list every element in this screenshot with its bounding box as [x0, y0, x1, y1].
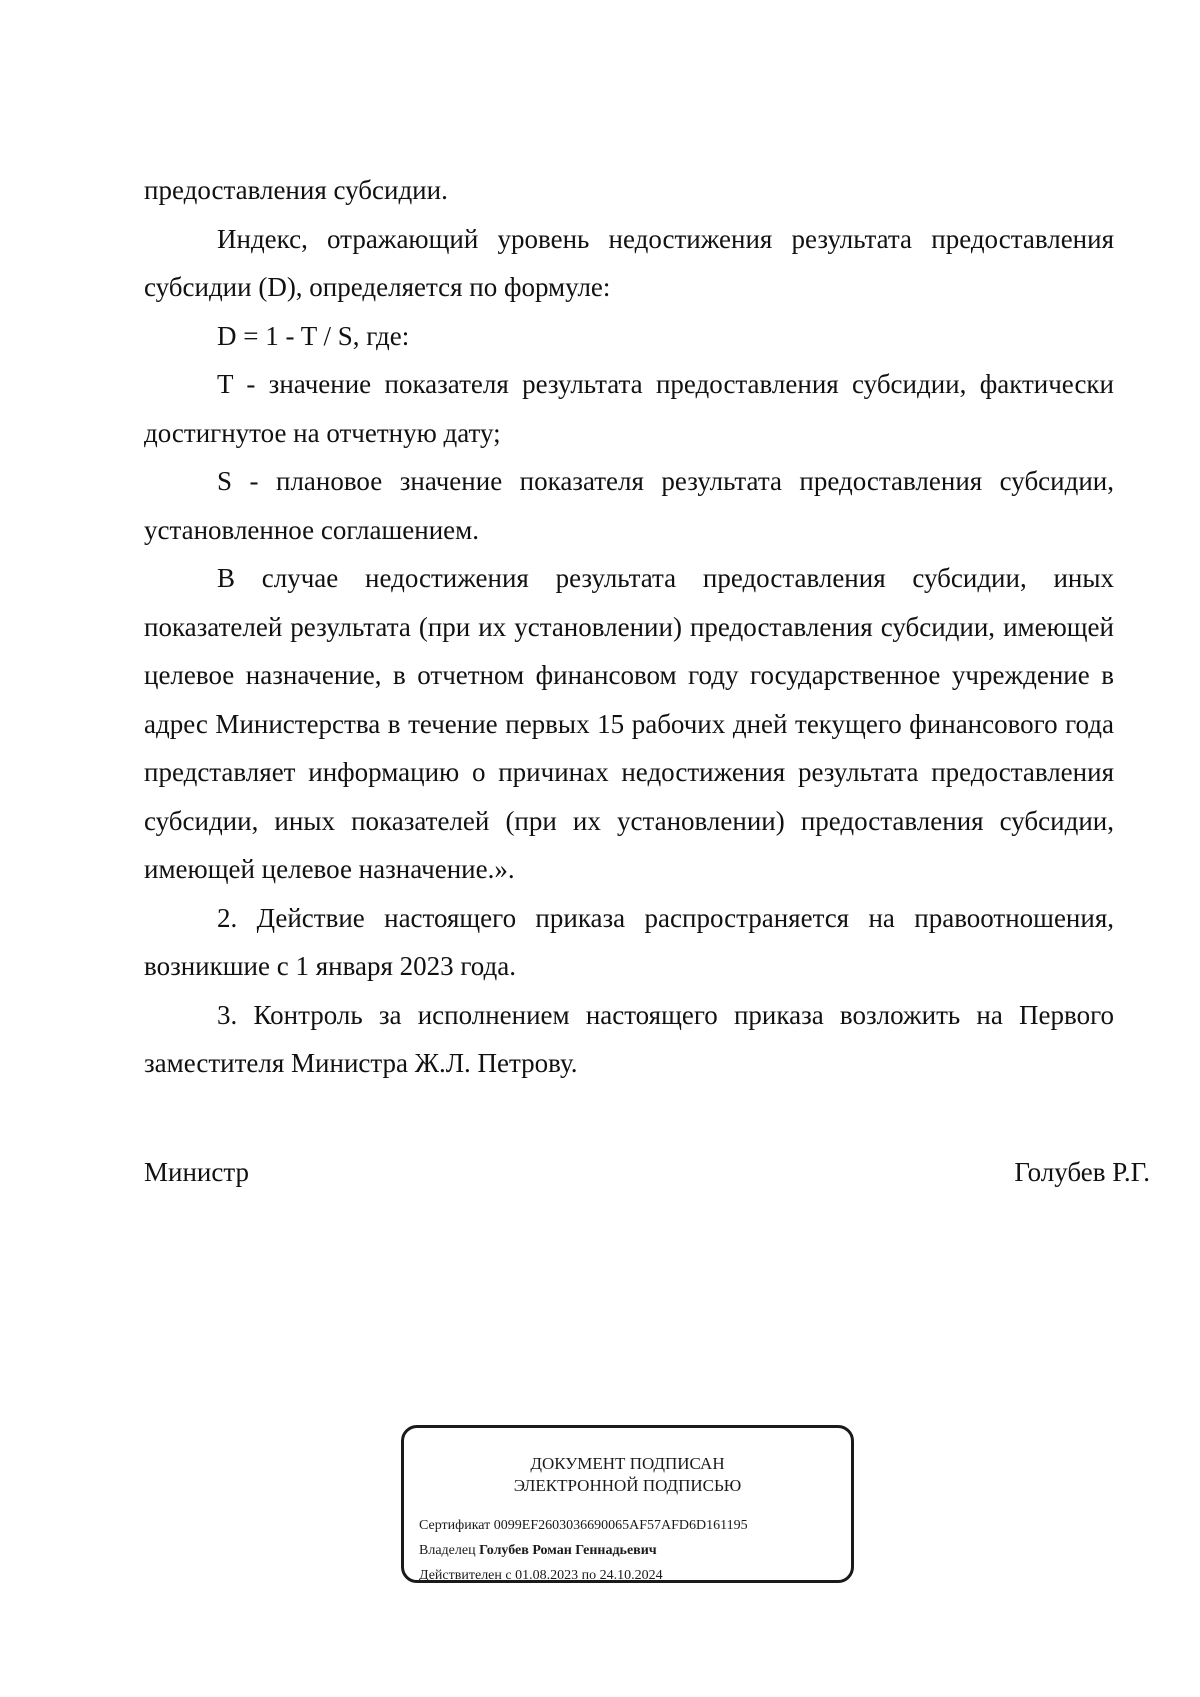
stamp-owner-line — [419, 1538, 748, 1563]
valid-to-label: по — [581, 1568, 597, 1583]
certificate-label: Сертификат — [419, 1518, 491, 1533]
valid-from: 01.08.2023 — [515, 1568, 579, 1583]
stamp-title-line-1: ДОКУМЕНТ ПОДПИСАН — [530, 1454, 725, 1473]
clause-3: 3. Контроль за исполнением настоящего приказа возложить на Первого заместителя Министра Ж.Л. Петрову. — [144, 999, 1114, 1078]
signer-name: Голубев Р.Г. — [1014, 1157, 1150, 1187]
signer-position: Министр — [144, 1157, 249, 1187]
formula-paragraph: D = 1 - T / S, где: — [217, 320, 410, 351]
stamp-title — [404, 1453, 851, 1497]
document-body — [144, 166, 1114, 1088]
stamp-validity-line — [419, 1563, 748, 1588]
paragraph-s-definition: S - плановое значение показателя результата предоставления субсидии, установленное соглашением. — [144, 466, 1114, 545]
clause-2: 2. Действие настоящего приказа распространяется на правоотношения, возникшие с 1 января 2023 года. — [144, 902, 1114, 981]
paragraph-1: предоставления субсидии. — [144, 175, 448, 205]
stamp-details — [419, 1513, 748, 1588]
stamp-title-line-2: ЭЛЕКТРОННОЙ ПОДПИСЬЮ — [513, 1476, 742, 1495]
valid-to: 24.10.2024 — [599, 1568, 663, 1583]
owner-label: Владелец — [419, 1543, 476, 1558]
certificate-value: 0099EF2603036690065AF57AFD6D161195 — [493, 1518, 748, 1533]
stamp-certificate-line — [419, 1513, 748, 1538]
paragraph-non-achievement: В случае недостижения результата предоставления субсидии, иных показателей результата (при их установлении) предоставления субсидии, имеющей целевое назначение, в отчетном финансовом году государственное учреждение в адрес Министерства в течение первых 15 рабочих дней текущего финансового года представляет информацию о причинах недостижения результата предоставления субсидии, иных показателей (при их установлении) предоставления субсидии, имеющей целевое назначение.». — [144, 563, 1114, 884]
paragraph-t-definition: T - значение показателя результата предоставления субсидии, фактически достигнутое на отчетную дату; — [144, 369, 1114, 448]
paragraph-2: Индекс, отражающий уровень недостижения результата предоставления субсидии (D), определяется по формуле: — [144, 223, 1114, 302]
owner-value: Голубев Роман Геннадьевич — [479, 1543, 657, 1558]
electronic-signature-stamp — [401, 1425, 854, 1583]
valid-label: Действителен с — [419, 1568, 512, 1583]
